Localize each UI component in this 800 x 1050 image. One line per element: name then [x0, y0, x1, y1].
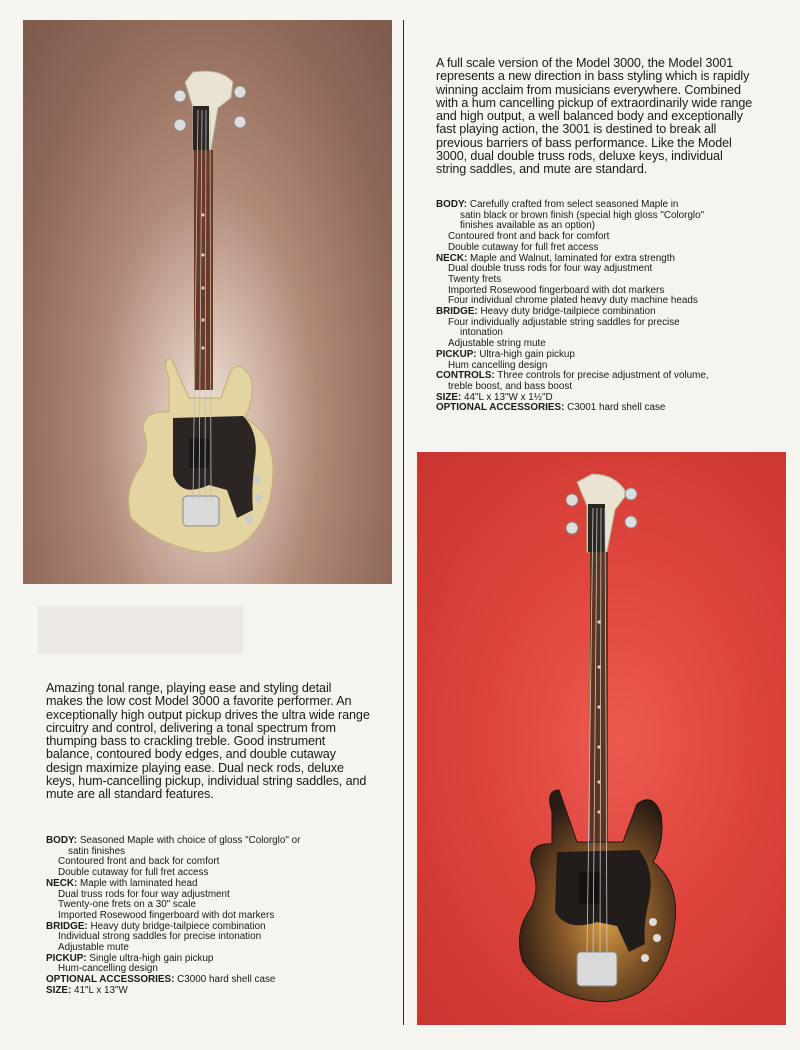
spec-key: BODY:: [436, 199, 468, 210]
blank-label-panel: [38, 606, 243, 654]
spec-value: Seasoned Maple with choice of gloss "Colorglo" or: [79, 835, 301, 846]
spec-extra: Hum cancelling design: [448, 359, 548, 371]
spec-row-neck: [46, 879, 376, 922]
spec-extra: satin black or brown finish (special high gloss "Colorglo": [460, 209, 705, 221]
spec-key: SIZE:: [436, 391, 462, 403]
spec-row-body: [46, 836, 376, 879]
model-3001-photo: [417, 452, 786, 1025]
spec-value: 44"L x 13"W x 1½"D: [464, 391, 553, 403]
model-3000-description: Amazing tonal range, playing ease and styling detail makes the low cost Model 3000 a favorite performer. An exceptionally high output pickup drives the ultra wide range circuitry and control, delivering a tonal spectrum from thumping bass to crackling treble. Good instrument balance, contoured body edges, and double cutaway design maximize playing ease. Dual neck rods, deluxe keys, hum-cancelling pickup, individual string saddles, and mute are all standard features.: [46, 681, 370, 802]
spec-extra: Individual strong saddles for precise intonation: [58, 931, 262, 943]
model-3001-description: A full scale version of the Model 3000, the Model 3001 represents a new direction in bass styling which is rapidly winning acclaim from musicians everywhere. Combined with a hum cancelling pickup of extraordinarily wide range and high output, a well balanced body and exceptionally fast playing action, the 3001 is destined to break all previous barriers of bass performance. Like the Model 3000, dual double truss rods, deluxe keys, individual string saddles, and mute are standard.: [436, 56, 753, 177]
model-3000-specifications: [46, 836, 376, 997]
spec-extra: Dual double truss rods for four way adjustment: [448, 263, 653, 275]
model-3001-specifications: [436, 200, 776, 414]
spec-row-size: [46, 986, 376, 997]
spec-key: NECK:: [436, 252, 468, 264]
spec-extra: Four individually adjustable string saddles for precise: [448, 316, 680, 328]
spec-extra: Adjustable mute: [58, 942, 129, 954]
spec-value: Carefully crafted from select seasoned Maple in: [469, 199, 679, 210]
spec-row-neck: [436, 254, 776, 308]
spec-key: PICKUP:: [436, 348, 477, 360]
spec-extra: Dual truss rods for four way adjustment: [58, 888, 230, 900]
model-3001-bass-illustration: [417, 452, 786, 1025]
spec-row-bridge: [436, 307, 776, 350]
spec-extra: Adjustable string mute: [448, 338, 546, 350]
spec-value: Maple and Walnut, laminated for extra strength: [470, 252, 675, 264]
spec-extra: Contoured front and back for comfort: [58, 856, 220, 868]
spec-extra: Imported Rosewood fingerboard with dot markers: [448, 284, 665, 296]
spec-value: Single ultra-high gain pickup: [89, 952, 214, 964]
spec-value: C3001 hard shell case: [567, 402, 666, 414]
spec-key: BRIDGE:: [436, 306, 478, 318]
spec-key: OPTIONAL ACCESSORIES:: [436, 402, 565, 414]
spec-key: BODY:: [46, 835, 78, 846]
spec-extra: intonation: [460, 327, 503, 339]
spec-extra: Twenty frets: [448, 273, 502, 285]
spec-key: CONTROLS:: [436, 370, 495, 382]
spec-value: Maple with laminated head: [80, 877, 198, 889]
spec-row-controls: [436, 371, 776, 392]
spec-row-accessories: [436, 403, 776, 414]
spec-row-pickup: [436, 350, 776, 371]
spec-value: C3000 hard shell case: [177, 974, 276, 986]
spec-key: NECK:: [46, 877, 78, 889]
spec-extra: satin finishes: [68, 845, 126, 857]
spec-key: PICKUP:: [46, 952, 87, 964]
spec-extra: Hum-cancelling design: [58, 963, 158, 975]
spec-extra: Four individual chrome plated heavy duty machine heads: [448, 295, 698, 307]
spec-value: Ultra-high gain pickup: [479, 348, 575, 360]
spec-value: Three controls for precise adjustment of volume,: [497, 370, 709, 382]
spec-row-bridge: [46, 922, 376, 954]
spec-value: Heavy duty bridge-tailpiece combination: [480, 306, 656, 318]
spec-row-body: [436, 200, 776, 254]
spec-value: Heavy duty bridge-tailpiece combination: [90, 920, 266, 932]
column-divider: [403, 20, 404, 1025]
model-3000-bass-illustration: [23, 20, 392, 584]
model-3000-photo: [23, 20, 392, 584]
spec-extra: Double cutaway for full fret access: [58, 867, 209, 879]
spec-extra: Imported Rosewood fingerboard with dot markers: [58, 909, 275, 921]
spec-extra: Twenty-one frets on a 30" scale: [58, 899, 196, 911]
spec-extra: Contoured front and back for comfort: [448, 231, 610, 243]
spec-key: OPTIONAL ACCESSORIES:: [46, 974, 175, 986]
spec-key: SIZE:: [46, 984, 72, 996]
spec-extra: treble boost, and bass boost: [448, 380, 573, 392]
spec-row-pickup: [46, 954, 376, 975]
spec-value: 41"L x 13"W: [74, 984, 128, 996]
spec-extra: Double cutaway for full fret access: [448, 241, 599, 253]
spec-key: BRIDGE:: [46, 920, 88, 932]
spec-extra: finishes available as an option): [460, 220, 596, 232]
